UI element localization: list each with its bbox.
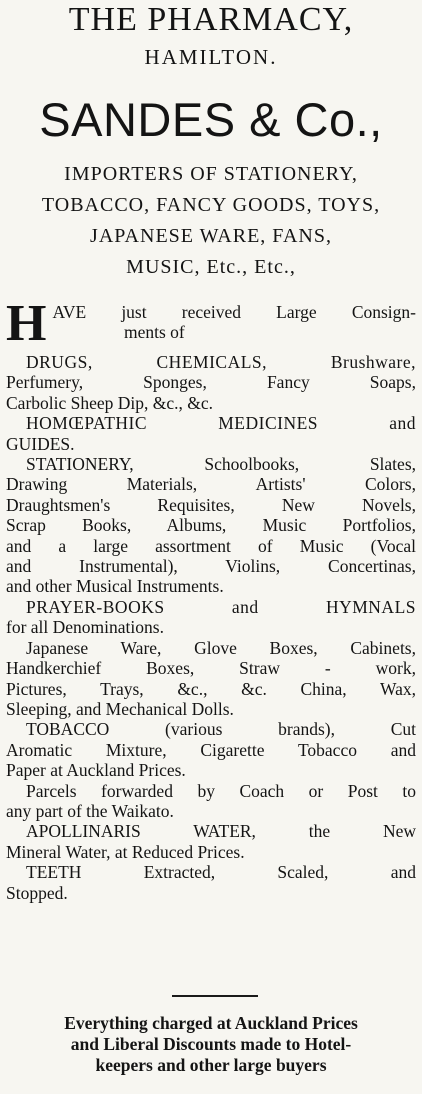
stationery-line: Scrap Books, Albums, Music Portfolios,	[6, 515, 416, 536]
stationery-line: Draughtsmen's Requisites, New Novels,	[6, 494, 416, 515]
stationery-line: Drawing Materials, Artists' Colors,	[6, 474, 416, 495]
teeth-line: TEETH Extracted, Scaled, and	[26, 862, 416, 883]
divider-rule	[172, 995, 258, 997]
japanese-line: Handkerchief Boxes, Straw - work,	[6, 658, 416, 679]
intro-block	[6, 295, 416, 352]
drugs-line: Carbolic Sheep Dip, &c., &c.	[6, 392, 214, 413]
japanese-line: Sleeping, and Mechanical Dolls.	[6, 698, 234, 719]
apollinaris-line: Mineral Water, at Reduced Prices.	[6, 841, 245, 862]
tobacco-line: Paper at Auckland Prices.	[6, 760, 186, 781]
drugs-section	[6, 352, 416, 903]
tobacco-line: Aromatic Mixture, Cigarette Tobacco and	[6, 739, 416, 760]
importers-line-3: JAPANESE WARE, FANS,	[90, 225, 332, 247]
drugs-line: DRUGS, CHEMICALS, Brushware,	[26, 352, 416, 372]
city-name: HAMILTON.	[144, 45, 278, 69]
teeth-line: Stopped.	[6, 882, 68, 903]
parcels-line: any part of the Waikato.	[6, 800, 174, 821]
stationery-line: and Instrumental), Violins, Concertinas,	[6, 556, 416, 577]
pharmacy-title: THE PHARMACY,	[68, 1, 354, 38]
footer-line: keepers and other large buyers	[95, 1055, 327, 1075]
intro-line-1: AVE just received Large Consign-	[52, 302, 416, 322]
intro-line-2: ments of	[124, 322, 185, 343]
firm-name: SANDES & Co.,	[39, 93, 383, 146]
importers-line-2: TOBACCO, FANCY GOODS, TOYS,	[41, 194, 381, 216]
drugs-line: Perfumery, Sponges, Fancy Soaps,	[6, 372, 416, 393]
prayer-line: PRAYER-BOOKS and HYMNALS	[26, 596, 416, 617]
drop-cap: H	[6, 295, 47, 352]
homoeopathic-line: HOMŒPATHIC MEDICINES and	[26, 413, 416, 434]
importers-line-1: IMPORTERS OF STATIONERY,	[64, 163, 358, 185]
footer-notice	[0, 1013, 422, 1076]
apollinaris-line: APOLLINARIS WATER, the New	[26, 821, 416, 842]
footer-line: and Liberal Discounts made to Hotel-	[70, 1034, 352, 1054]
footer-line: Everything charged at Auckland Prices	[64, 1013, 358, 1033]
japanese-line: Japanese Ware, Glove Boxes, Cabinets,	[26, 637, 416, 658]
stationery-line: and other Musical Instruments.	[6, 576, 224, 597]
stationery-line: STATIONERY, Schoolbooks, Slates,	[26, 454, 416, 475]
tobacco-line: TOBACCO (various brands), Cut	[26, 719, 416, 740]
prayer-line: for all Denominations.	[6, 617, 164, 638]
homoeopathic-line: GUIDES.	[6, 433, 75, 454]
japanese-line: Pictures, Trays, &c., &c. China, Wax,	[6, 678, 416, 699]
stationery-line: and a large assortment of Music (Vocal	[6, 535, 416, 556]
parcels-line: Parcels forwarded by Coach or Post to	[26, 780, 416, 801]
importers-line-4: MUSIC, Etc., Etc.,	[126, 256, 296, 278]
